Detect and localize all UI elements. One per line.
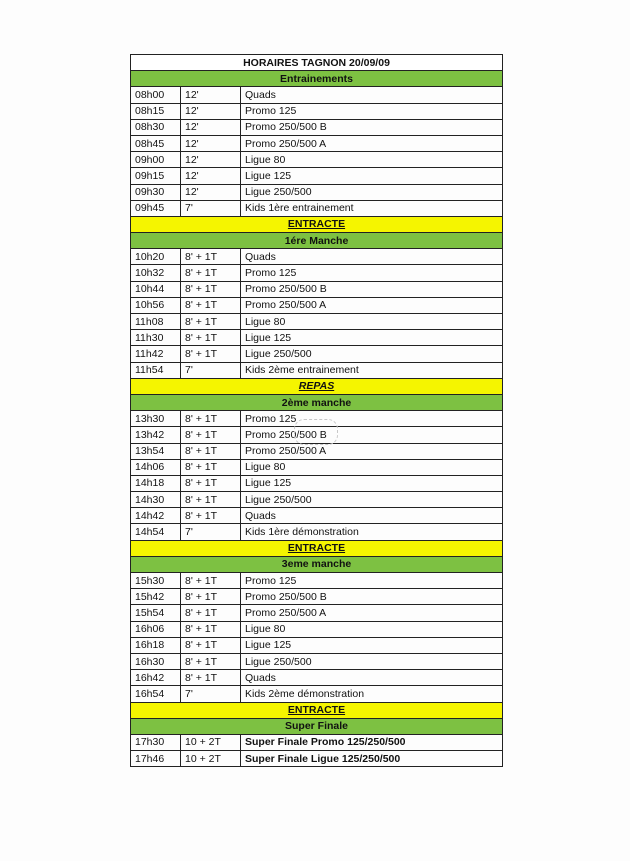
- duration-cell: 12': [181, 184, 241, 200]
- duration-cell: 8' + 1T: [181, 573, 241, 589]
- category-cell: Ligue 250/500: [241, 653, 503, 669]
- time-cell: 08h00: [131, 87, 181, 103]
- section-header-entrainements: [131, 71, 503, 87]
- table-row: [131, 135, 503, 151]
- duration-cell: 8' + 1T: [181, 443, 241, 459]
- category-cell: Promo 250/500 A: [241, 135, 503, 151]
- title-row: [131, 55, 503, 71]
- table-row: [131, 670, 503, 686]
- table-row: [131, 265, 503, 281]
- table-row: [131, 751, 503, 767]
- duration-cell: 12': [181, 119, 241, 135]
- section-header-entracte-1: [131, 216, 503, 232]
- category-cell: Ligue 80: [241, 314, 503, 330]
- section-title: ENTRACTE: [131, 216, 503, 232]
- duration-cell: 8' + 1T: [181, 621, 241, 637]
- section-title: REPAS: [131, 378, 503, 394]
- duration-cell: 8' + 1T: [181, 492, 241, 508]
- time-cell: 17h46: [131, 751, 181, 767]
- table-row: [131, 168, 503, 184]
- category-cell: Ligue 80: [241, 152, 503, 168]
- duration-cell: 8' + 1T: [181, 637, 241, 653]
- section-header-manche-1: [131, 233, 503, 249]
- time-cell: 16h06: [131, 621, 181, 637]
- category-cell: Promo 125: [241, 411, 503, 427]
- time-cell: 10h44: [131, 281, 181, 297]
- category-cell: Promo 125: [241, 103, 503, 119]
- time-cell: 10h20: [131, 249, 181, 265]
- category-cell: Ligue 125: [241, 168, 503, 184]
- time-cell: 13h42: [131, 427, 181, 443]
- duration-cell: 8' + 1T: [181, 475, 241, 491]
- category-cell: Ligue 125: [241, 637, 503, 653]
- category-cell: Kids 1ère démonstration: [241, 524, 503, 540]
- time-cell: 10h32: [131, 265, 181, 281]
- duration-cell: 12': [181, 168, 241, 184]
- category-cell: Kids 2ème entrainement: [241, 362, 503, 378]
- time-cell: 11h08: [131, 314, 181, 330]
- time-cell: 17h30: [131, 734, 181, 750]
- time-cell: 14h30: [131, 492, 181, 508]
- category-cell: Ligue 80: [241, 621, 503, 637]
- category-cell: Promo 250/500 B: [241, 281, 503, 297]
- duration-cell: 8' + 1T: [181, 281, 241, 297]
- category-cell: Promo 250/500 A: [241, 443, 503, 459]
- duration-cell: 8' + 1T: [181, 670, 241, 686]
- page-title: HORAIRES TAGNON 20/09/09: [131, 55, 503, 71]
- category-cell: Kids 2ème démonstration: [241, 686, 503, 702]
- table-row: [131, 653, 503, 669]
- table-row: [131, 314, 503, 330]
- duration-cell: 8' + 1T: [181, 605, 241, 621]
- table-row: [131, 589, 503, 605]
- time-cell: 08h15: [131, 103, 181, 119]
- category-cell: Quads: [241, 249, 503, 265]
- time-cell: 08h45: [131, 135, 181, 151]
- time-cell: 11h30: [131, 330, 181, 346]
- table-row: [131, 200, 503, 216]
- table-row: [131, 686, 503, 702]
- category-cell: Ligue 80: [241, 459, 503, 475]
- category-cell: Ligue 125: [241, 475, 503, 491]
- time-cell: 16h30: [131, 653, 181, 669]
- duration-cell: 12': [181, 87, 241, 103]
- category-cell: Promo 250/500 B: [241, 589, 503, 605]
- category-cell: Quads: [241, 87, 503, 103]
- table-row: [131, 249, 503, 265]
- category-cell: Ligue 125: [241, 330, 503, 346]
- category-cell: Super Finale Promo 125/250/500: [241, 734, 503, 750]
- section-header-repas: [131, 378, 503, 394]
- category-cell: Quads: [241, 508, 503, 524]
- section-title: ENTRACTE: [131, 540, 503, 556]
- time-cell: 14h18: [131, 475, 181, 491]
- category-cell: Promo 250/500 A: [241, 605, 503, 621]
- time-cell: 13h54: [131, 443, 181, 459]
- duration-cell: 8' + 1T: [181, 330, 241, 346]
- section-header-entracte-3: [131, 702, 503, 718]
- category-cell: Ligue 250/500: [241, 492, 503, 508]
- table-row: [131, 152, 503, 168]
- category-cell: Super Finale Ligue 125/250/500: [241, 751, 503, 767]
- table-row: [131, 605, 503, 621]
- section-header-manche-2: [131, 394, 503, 410]
- section-title: Entrainements: [131, 71, 503, 87]
- section-title: Super Finale: [131, 718, 503, 734]
- duration-cell: 8' + 1T: [181, 427, 241, 443]
- category-cell: Kids 1ère entrainement: [241, 200, 503, 216]
- duration-cell: 10 + 2T: [181, 751, 241, 767]
- table-row: [131, 508, 503, 524]
- duration-cell: 8' + 1T: [181, 314, 241, 330]
- table-row: [131, 734, 503, 750]
- time-cell: 14h54: [131, 524, 181, 540]
- duration-cell: 7': [181, 362, 241, 378]
- time-cell: 13h30: [131, 411, 181, 427]
- section-title: 3eme manche: [131, 556, 503, 572]
- table-row: [131, 492, 503, 508]
- table-row: [131, 459, 503, 475]
- duration-cell: 12': [181, 135, 241, 151]
- time-cell: 09h30: [131, 184, 181, 200]
- duration-cell: 12': [181, 152, 241, 168]
- duration-cell: 12': [181, 103, 241, 119]
- time-cell: 16h42: [131, 670, 181, 686]
- table-row: [131, 297, 503, 313]
- category-cell: Quads: [241, 670, 503, 686]
- time-cell: 15h30: [131, 573, 181, 589]
- duration-cell: 7': [181, 686, 241, 702]
- duration-cell: 8' + 1T: [181, 653, 241, 669]
- time-cell: 09h00: [131, 152, 181, 168]
- time-cell: 14h06: [131, 459, 181, 475]
- section-title: ENTRACTE: [131, 702, 503, 718]
- duration-cell: 8' + 1T: [181, 249, 241, 265]
- table-row: [131, 330, 503, 346]
- duration-cell: 8' + 1T: [181, 265, 241, 281]
- duration-cell: 10 + 2T: [181, 734, 241, 750]
- category-cell: Ligue 250/500: [241, 184, 503, 200]
- schedule-table: [130, 54, 503, 767]
- section-header-entracte-2: [131, 540, 503, 556]
- table-row: [131, 184, 503, 200]
- duration-cell: 8' + 1T: [181, 589, 241, 605]
- table-row: [131, 119, 503, 135]
- duration-cell: 8' + 1T: [181, 411, 241, 427]
- time-cell: 16h54: [131, 686, 181, 702]
- duration-cell: 8' + 1T: [181, 459, 241, 475]
- watermark-stamp-icon: [294, 419, 338, 445]
- duration-cell: 8' + 1T: [181, 297, 241, 313]
- table-row: [131, 87, 503, 103]
- time-cell: 09h45: [131, 200, 181, 216]
- duration-cell: 8' + 1T: [181, 508, 241, 524]
- time-cell: 10h56: [131, 297, 181, 313]
- section-title: 2ème manche: [131, 394, 503, 410]
- category-cell: Ligue 250/500: [241, 346, 503, 362]
- time-cell: 11h42: [131, 346, 181, 362]
- section-header-super-finale: [131, 718, 503, 734]
- duration-cell: 7': [181, 200, 241, 216]
- time-cell: 14h42: [131, 508, 181, 524]
- category-cell: Promo 125: [241, 573, 503, 589]
- table-row: [131, 103, 503, 119]
- duration-cell: 8' + 1T: [181, 346, 241, 362]
- time-cell: 11h54: [131, 362, 181, 378]
- time-cell: 15h42: [131, 589, 181, 605]
- table-row: [131, 362, 503, 378]
- category-cell: Promo 125: [241, 265, 503, 281]
- table-row: [131, 281, 503, 297]
- table-row: [131, 443, 503, 459]
- section-header-manche-3: [131, 556, 503, 572]
- time-cell: 16h18: [131, 637, 181, 653]
- time-cell: 09h15: [131, 168, 181, 184]
- duration-cell: 7': [181, 524, 241, 540]
- table-row: [131, 573, 503, 589]
- category-cell: Promo 250/500 A: [241, 297, 503, 313]
- category-cell: Promo 250/500 B: [241, 427, 503, 443]
- table-row: [131, 524, 503, 540]
- table-row: [131, 637, 503, 653]
- time-cell: 08h30: [131, 119, 181, 135]
- table-row: [131, 475, 503, 491]
- section-title: 1ére Manche: [131, 233, 503, 249]
- table-row: [131, 621, 503, 637]
- time-cell: 15h54: [131, 605, 181, 621]
- category-cell: Promo 250/500 B: [241, 119, 503, 135]
- table-row: [131, 346, 503, 362]
